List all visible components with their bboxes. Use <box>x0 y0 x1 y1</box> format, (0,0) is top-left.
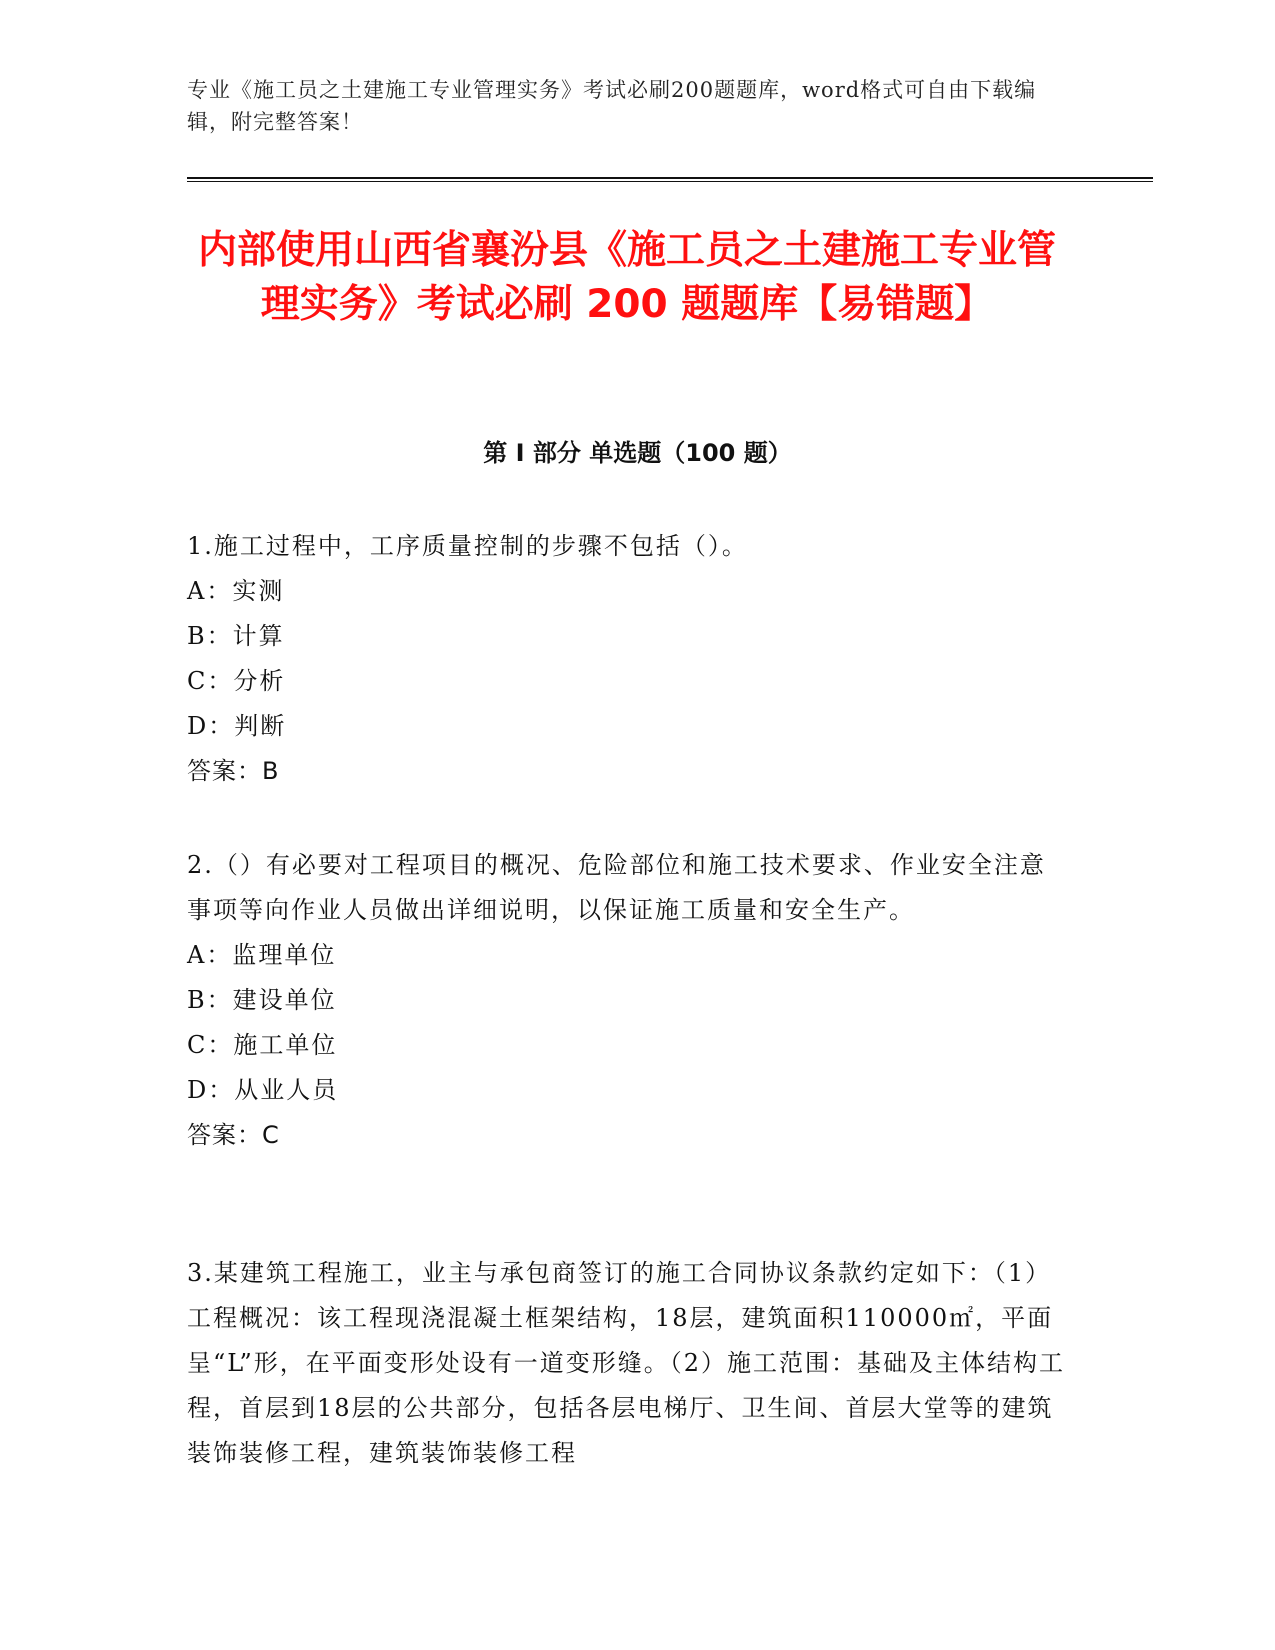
option-d: D：从业人员 <box>187 1076 339 1104</box>
question-3 <box>187 1251 1067 1476</box>
question-stem: 1.施工过程中，工序质量控制的步骤不包括（）。 <box>187 532 748 560</box>
header-note: 专业《施工员之土建施工专业管理实务》考试必刷200题题库，word格式可自由下载编辑，附完整答案！ <box>187 78 1037 134</box>
option-c: C：施工单位 <box>187 1031 338 1059</box>
option-a: A：实测 <box>187 577 285 605</box>
answer: 答案：B <box>187 757 280 785</box>
question-2 <box>187 843 1067 1158</box>
question-stem: 3.某建筑工程施工，业主与承包商签订的施工合同协议条款约定如下：（1）工程概况：该工程现浇混凝土框架结构，18层，建筑面积110000㎡，平面呈“L”形，在平面变形处设有一道变形缝。（2）施工范围：基础及主体结构工程，首层到18层的公共部分，包括各层电梯厅、卫生间、首层大堂等的建筑装饰装修工程，建筑装饰装修工程 <box>187 1259 1065 1467</box>
document-title: 内部使用山西省襄汾县《施工员之土建施工专业管理实务》考试必刷 200 题题库【易错题】 <box>197 228 1056 327</box>
question-stem: 2.（）有必要对工程项目的概况、危险部位和施工技术要求、作业安全注意事项等向作业人员做出详细说明，以保证施工质量和安全生产。 <box>187 851 1046 924</box>
option-d: D：判断 <box>187 712 287 740</box>
option-c: C：分析 <box>187 667 286 695</box>
header-divider <box>187 177 1153 179</box>
answer: 答案：C <box>187 1121 280 1149</box>
header-divider-thin <box>187 181 1153 182</box>
section-heading: 第 I 部分 单选题（100 题） <box>483 439 792 467</box>
question-1 <box>187 524 1067 794</box>
option-b: B：建设单位 <box>187 986 337 1014</box>
option-a: A：监理单位 <box>187 941 337 969</box>
option-b: B：计算 <box>187 622 285 650</box>
